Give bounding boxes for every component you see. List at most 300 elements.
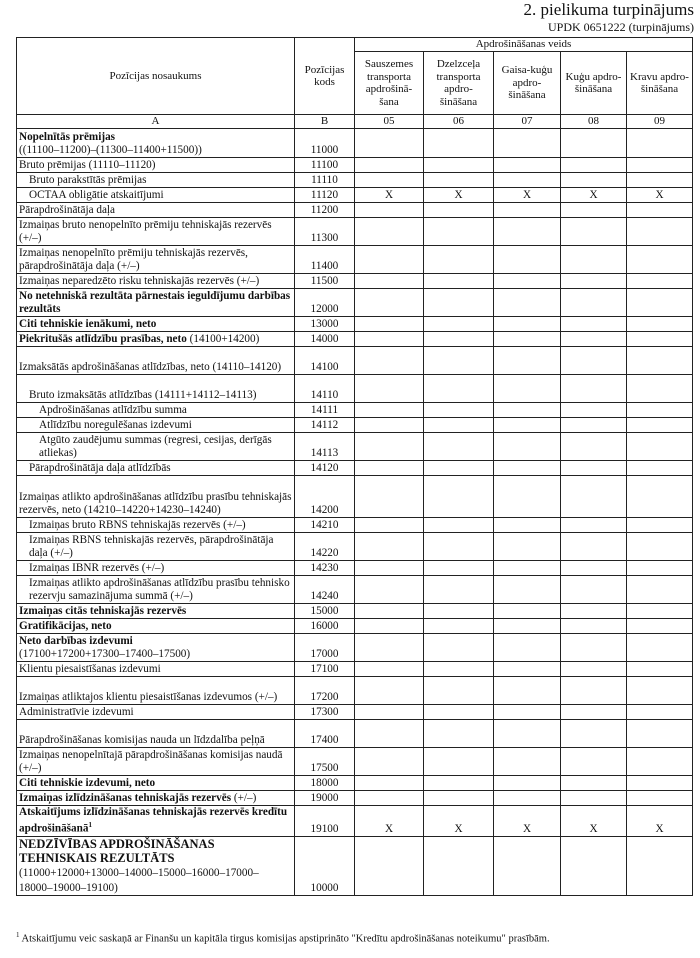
table-row [17,461,693,476]
value-cell [561,403,627,418]
value-cell [494,246,561,274]
value-cell [424,317,494,332]
value-cell [561,619,627,634]
value-cell [355,317,424,332]
row-name [17,347,295,375]
type-header-08: Kuģu apdro-šināšana [561,52,627,115]
column-letter-row [17,115,693,129]
value-cell [494,403,561,418]
value-cell [561,433,627,461]
value-cell [494,836,561,895]
row-name [17,776,295,791]
table-row [17,619,693,634]
table-row [17,806,693,837]
table-row [17,375,693,403]
value-cell [424,533,494,561]
row-code: 11500 [295,274,355,289]
value-cell [424,561,494,576]
row-name-text: Pārapdrošināšanas komisijas nauda un līdzdalība peļņā [19,734,265,746]
row-name-text: Atskaitījums izlīdzināšanas tehniskajās rezervēs kredītu apdrošināšanā [19,806,288,835]
row-name-text: Piekritušās atlīdzību prasības, neto [19,333,187,345]
value-cell [627,347,693,375]
table-row [17,158,693,173]
table-row [17,289,693,317]
row-formula: (17100+17200+17300–17400–17500) [19,648,191,660]
x-mark: X [589,189,598,201]
row-name [17,461,295,476]
row-name-text: OCTAA obligātie atskaitījumi [29,189,164,201]
table-row [17,677,693,705]
value-cell [627,129,693,158]
row-name-text: Izmaiņas nenopelnītajā pārapdrošināšanas komisijas naudā (+/–) [19,749,283,774]
value-cell [355,347,424,375]
row-code: 14230 [295,561,355,576]
letter-cell: 05 [355,115,424,129]
value-cell [424,619,494,634]
row-name [17,677,295,705]
value-cell [627,836,693,895]
value-cell [627,705,693,720]
row-name-text: Pārapdrošinātāja daļa atlīdzībās [29,462,171,474]
value-cell [494,533,561,561]
value-cell [561,806,627,837]
value-cell [424,246,494,274]
col-code-header: Pozīcijas kods [295,38,355,115]
value-cell [355,476,424,518]
row-name-text: Izmaiņas bruto RBNS tehniskajās rezervēs (+/–) [29,519,246,531]
row-name [17,203,295,218]
table-row [17,720,693,748]
row-code: 10000 [295,836,355,895]
value-cell [627,317,693,332]
value-cell [561,289,627,317]
table-row [17,203,693,218]
row-name [17,289,295,317]
row-formula: ((11100–11200)–(11300–11400+11500)) [19,144,202,156]
row-name-text: Bruto izmaksātās atlīdzības (14111+14112–14113) [29,389,257,401]
value-cell [494,705,561,720]
value-cell [424,347,494,375]
row-name [17,129,295,158]
value-cell [627,418,693,433]
value-cell [627,246,693,274]
value-cell [494,791,561,806]
value-cell [561,188,627,203]
row-name [17,561,295,576]
value-cell [424,634,494,662]
value-cell [355,561,424,576]
value-cell [494,461,561,476]
value-cell [561,576,627,604]
value-cell [424,188,494,203]
value-cell [627,533,693,561]
row-name-text: Citi tehniskie ienākumi, neto [19,318,157,330]
table-row [17,418,693,433]
row-code: 17200 [295,677,355,705]
value-cell [561,347,627,375]
row-code: 17100 [295,662,355,677]
value-cell [424,203,494,218]
value-cell [561,246,627,274]
value-cell [494,576,561,604]
letter-cell: 09 [627,115,693,129]
value-cell [355,518,424,533]
value-cell [355,533,424,561]
table-row [17,576,693,604]
value-cell [494,619,561,634]
value-cell [627,375,693,403]
value-cell [355,461,424,476]
value-cell [424,418,494,433]
row-name-text: NEDZĪVĪBAS APDROŠINĀŠANAS TEHNISKAIS REZULTĀTS [19,836,215,865]
letter-cell: A [17,115,295,129]
table-row [17,173,693,188]
value-cell [355,604,424,619]
row-code: 16000 [295,619,355,634]
table-row [17,129,693,158]
table-row [17,347,693,375]
table-row [17,634,693,662]
value-cell [627,576,693,604]
row-formula: (11000+12000+13000–14000–15000–16000–17000–18000–19000–19100) [19,866,259,894]
value-cell [561,476,627,518]
row-code: 17000 [295,634,355,662]
row-name-text: Administratīvie izdevumi [19,706,134,718]
value-cell [494,332,561,347]
value-cell [355,776,424,791]
table-row [17,705,693,720]
row-name-text: Citi tehniskie izdevumi, neto [19,777,156,789]
value-cell [355,332,424,347]
value-cell [424,218,494,246]
table-row [17,317,693,332]
value-cell [561,129,627,158]
footnote-ref: 1 [88,821,92,829]
row-name [17,418,295,433]
value-cell [355,403,424,418]
footnote-mark: 1 [16,931,20,939]
value-cell [424,173,494,188]
value-cell [627,433,693,461]
value-cell [424,662,494,677]
row-name [17,518,295,533]
row-name [17,806,295,837]
row-name-tail: (14100+14200) [186,333,260,345]
value-cell [424,375,494,403]
value-cell [355,218,424,246]
page-title: 2. pielikuma turpinājums [523,0,694,19]
value-cell [561,720,627,748]
value-cell [355,662,424,677]
table-row [17,476,693,518]
row-code: 14220 [295,533,355,561]
row-name-text: Izmaksātās apdrošināšanas atlīdzības, neto (14110–14120) [19,361,282,373]
row-name [17,533,295,561]
row-name-text: No netehniskā rezultāta pārnestais ieguldījumu darbības rezultāts [19,290,291,315]
value-cell [355,619,424,634]
row-name-text: Atgūto zaudējumu summas (regresi, cesijas, derīgās atliekas) [39,434,272,459]
row-name-text: Neto darbības izdevumi [19,635,133,647]
value-cell [561,173,627,188]
row-name [17,375,295,403]
value-cell [355,720,424,748]
value-cell [561,158,627,173]
row-code: 14110 [295,375,355,403]
value-cell [424,476,494,518]
value-cell [627,806,693,837]
value-cell [494,218,561,246]
value-cell [424,274,494,289]
row-name [17,317,295,332]
row-code: 14120 [295,461,355,476]
value-cell [627,289,693,317]
row-name-text: Izmaiņas bruto nenopelnīto prēmiju tehniskajās rezervēs (+/–) [19,219,272,244]
row-name-text: Izmaiņas citās tehniskajās rezervēs [19,605,187,617]
value-cell [355,246,424,274]
value-cell [494,173,561,188]
value-cell [627,188,693,203]
value-cell [424,705,494,720]
value-cell [355,748,424,776]
row-name-text: Izmaiņas neparedzēto risku tehniskajās rezervēs (+/–) [19,275,260,287]
row-name [17,748,295,776]
x-mark: X [522,822,532,835]
row-code: 19100 [295,806,355,837]
row-code: 14240 [295,576,355,604]
x-mark: X [454,189,463,201]
table-row [17,791,693,806]
type-header-07: Gaisa-kuģu apdro-šināšana [494,52,561,115]
value-cell [494,662,561,677]
row-code: 17500 [295,748,355,776]
value-cell [355,203,424,218]
value-cell [494,677,561,705]
value-cell [355,375,424,403]
row-name [17,634,295,662]
value-cell [355,836,424,895]
value-cell [494,720,561,748]
value-cell [561,461,627,476]
value-cell [627,748,693,776]
type-header-06: Dzelzceļa transporta apdro-šināšana [424,52,494,115]
value-cell [627,173,693,188]
value-cell [627,218,693,246]
value-cell [355,129,424,158]
value-cell [494,289,561,317]
value-cell [424,720,494,748]
value-cell [561,518,627,533]
value-cell [494,604,561,619]
row-code: 14112 [295,418,355,433]
value-cell [627,561,693,576]
row-name [17,791,295,806]
row-name [17,433,295,461]
table-row [17,433,693,461]
row-name [17,188,295,203]
value-cell [494,375,561,403]
row-code: 11110 [295,173,355,188]
value-cell [494,748,561,776]
value-cell [494,518,561,533]
value-cell [561,677,627,705]
value-cell [424,776,494,791]
report-table [16,37,693,896]
value-cell [561,533,627,561]
x-mark: X [384,189,394,201]
x-mark: X [384,822,394,835]
value-cell [424,129,494,158]
row-code: 17400 [295,720,355,748]
table-row [17,662,693,677]
row-name-text: Klientu piesaistīšanas izdevumi [19,663,161,675]
value-cell [424,791,494,806]
value-cell [561,836,627,895]
value-cell [424,836,494,895]
row-name [17,576,295,604]
value-cell [424,461,494,476]
table-row [17,332,693,347]
value-cell [561,705,627,720]
value-cell [494,347,561,375]
table-row [17,246,693,274]
value-cell [494,634,561,662]
value-cell [561,604,627,619]
value-cell [561,218,627,246]
row-name [17,403,295,418]
row-name [17,274,295,289]
row-code: 14210 [295,518,355,533]
value-cell [627,461,693,476]
table-row [17,403,693,418]
value-cell [627,518,693,533]
value-cell [627,776,693,791]
value-cell [424,518,494,533]
value-cell [424,748,494,776]
value-cell [627,203,693,218]
value-cell [494,203,561,218]
value-cell [561,203,627,218]
row-name [17,246,295,274]
insurance-type-header: Apdrošināšanas veids [355,38,693,52]
row-name [17,705,295,720]
value-cell [494,776,561,791]
value-cell [561,662,627,677]
row-code: 17300 [295,705,355,720]
row-code: 14200 [295,476,355,518]
row-code: 13000 [295,317,355,332]
row-name [17,158,295,173]
value-cell [355,433,424,461]
value-cell [355,791,424,806]
value-cell [494,317,561,332]
row-name-text: Nopelnītās prēmijas [19,131,116,143]
value-cell [424,158,494,173]
type-header-09: Kravu apdro-šināšana [627,52,693,115]
value-cell [494,158,561,173]
row-code: 11120 [295,188,355,203]
row-name [17,662,295,677]
row-name-text: Izmaiņas nenopelnīto prēmiju tehniskajās rezervēs, pārapdrošinātāja daļa (+/–) [19,247,248,272]
type-header-05: Sauszemes transporta apdrošinā-šana [355,52,424,115]
value-cell [627,677,693,705]
value-cell [355,289,424,317]
row-name-text: Atlīdzību noregulēšanas izdevumi [39,419,192,431]
x-mark: X [589,822,598,835]
row-name-text: Izmaiņas izlīdzināšanas tehniskajās rezervēs [19,792,232,804]
row-code: 18000 [295,776,355,791]
row-name [17,836,295,895]
row-code: 14100 [295,347,355,375]
row-name [17,720,295,748]
value-cell [355,173,424,188]
value-cell [424,677,494,705]
row-code: 11100 [295,158,355,173]
row-code: 11300 [295,218,355,246]
value-cell [494,476,561,518]
value-cell [561,332,627,347]
value-cell [561,791,627,806]
table-row [17,218,693,246]
row-code: 14000 [295,332,355,347]
x-mark: X [655,822,664,835]
value-cell [494,806,561,837]
letter-cell: 08 [561,115,627,129]
row-name-text: Pārapdrošinātāja daļa [19,204,115,216]
value-cell [355,274,424,289]
letter-cell: 07 [494,115,561,129]
value-cell [627,720,693,748]
value-cell [355,705,424,720]
value-cell [494,188,561,203]
row-name-text: Gratifikācijas, neto [19,620,112,632]
value-cell [424,403,494,418]
value-cell [424,576,494,604]
value-cell [627,634,693,662]
value-cell [494,129,561,158]
value-cell [355,677,424,705]
footnote [16,931,696,945]
row-name [17,218,295,246]
value-cell [424,332,494,347]
row-name [17,619,295,634]
value-cell [627,403,693,418]
value-cell [355,188,424,203]
row-name-tail: (+/–) [231,792,257,804]
value-cell [494,274,561,289]
value-cell [494,418,561,433]
table-row [17,748,693,776]
value-cell [355,634,424,662]
row-name [17,173,295,188]
row-code: 19000 [295,791,355,806]
value-cell [355,806,424,837]
value-cell [627,662,693,677]
letter-cell: B [295,115,355,129]
value-cell [627,619,693,634]
value-cell [355,418,424,433]
value-cell [561,776,627,791]
table-row [17,604,693,619]
value-cell [355,158,424,173]
row-name [17,332,295,347]
table-row [17,188,693,203]
value-cell [561,634,627,662]
row-code: 11000 [295,129,355,158]
row-name-text: Izmaiņas atlikto apdrošināšanas atlīdzību prasību tehniskajās rezervēs, neto (14210–14220+14230–14240) [19,491,292,516]
value-cell [424,433,494,461]
value-cell [424,806,494,837]
value-cell [627,332,693,347]
